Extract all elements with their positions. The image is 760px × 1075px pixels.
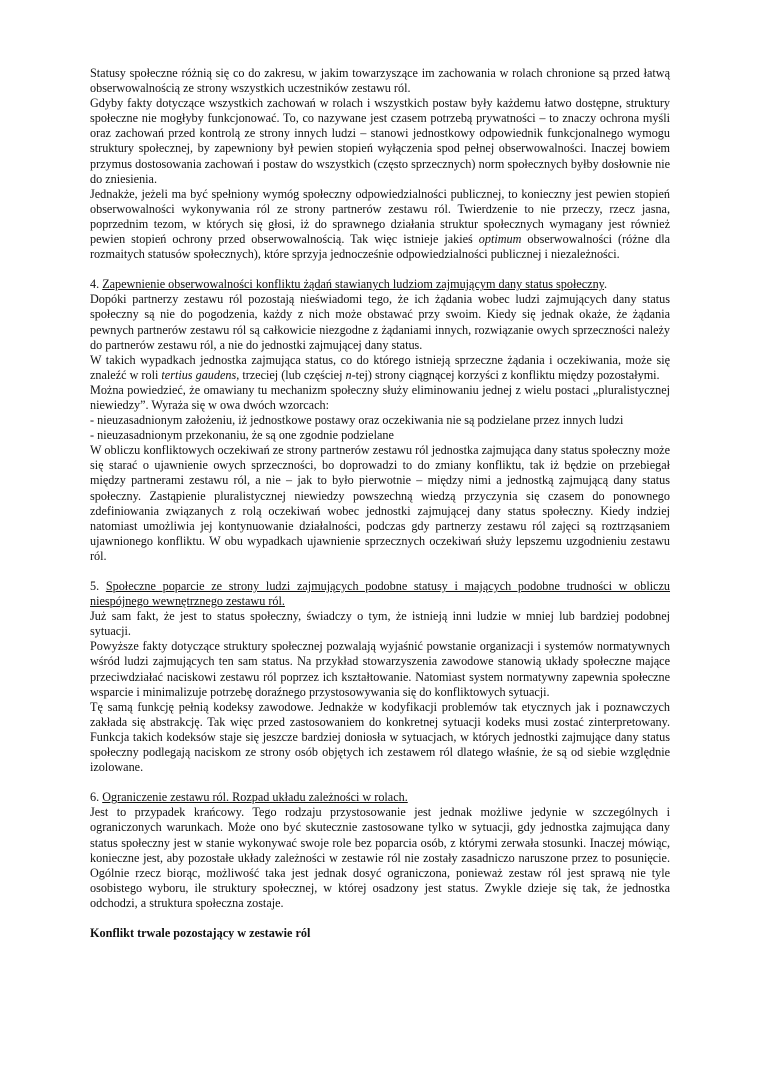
s4-p2-part-c: -tej) strony ciągnącej korzyści z konfliktu między pozostałymi. [351, 367, 660, 382]
section-6-title: Ograniczenie zestawu ról. Rozpad układu zależności w rolach. [102, 790, 408, 805]
section-4-list-item-1: - nieuzasadnionym założeniu, iż jednostkowe postawy oraz oczekiwania nie są podzielane przez innych ludzi [90, 413, 624, 428]
paragraph-optimum [90, 187, 670, 262]
section-5-heading [90, 579, 670, 609]
section-6-paragraph-1: Jest to przypadek krańcowy. Tego rodzaju przystosowanie jest jednak możliwe jedynie w szczególnych i ograniczonych warunkach. Może ono być skutecznie zastosowane tylko w sytuacji, gdy jednostka zajmująca dany status społeczny jest w stanie wykonywać swoje role bez poparcia osób, z którymi zerwała stosunki. Inaczej mówiąc, konieczne jest, aby pozostałe układy zależności w zestawie ról nie zostały zasadniczo naruszone przez to posunięcie. Ogólnie rzecz biorąc, możliwość taka jest jednak dosyć ograniczona, ponieważ zestaw ról jest sprawą nie tyle osobistego wyboru, ile struktury społecznej, w której osadzony jest status. Zwykle dzieje się tak, że jednostka odchodzi, a struktura społeczna zostaje. [90, 805, 670, 910]
final-heading: Konflikt trwale pozostający w zestawie ról [90, 925, 311, 940]
section-5-number: 5. [90, 579, 106, 593]
section-4-number: 4. [90, 277, 103, 292]
section-4-heading: 4. Zapewnienie obserwowalności konfliktu żądań stawianych ludziom zajmującym dany status społeczny. [90, 277, 608, 292]
section-5-title: Społeczne poparcie ze strony ludzi zajmujących podobne statusy i mających podobne trudności w obliczu niespójnego wewnętrznego zestawu ról. [90, 579, 671, 609]
s4-p2-part-a: W takich wypadkach jednostka zajmująca status, co do którego istnieją sprzeczne żądania i oczekiwania, może się znaleźć w roli [90, 352, 670, 382]
section-4-paragraph-1: Dopóki partnerzy zestawu ról pozostają nieświadomi tego, że ich żądania wobec ludzi zajmujących dany status społeczny są nie do pogodzenia, każdy z nich może obstawać przy swoim. Kiedy się jednak okaże, że żądania pewnych partnerów zestawu ról są całkowicie niezgodne z żądaniami innych, rozwiązanie owych sprzeczności należy do partnerów zestawu ról, a nie do jednostki zajmującej dany status. [90, 292, 670, 352]
paragraph-intro-1: Statusy społeczne różnią się co do zakresu, w jakim towarzyszące im zachowania w rolach chronione są przed łatwą obserwowalnością ze strony wszystkich uczestników zestawu ról. [90, 66, 670, 96]
section-4-title: Zapewnienie obserwowalności konfliktu żądań stawianych ludziom zajmującym dany status społeczny [102, 277, 604, 292]
paragraph-optimum-part-a: Jednakże, jeżeli ma być spełniony wymóg społeczny odpowiedzialności publicznej, to konieczny jest pewien stopień obserwowalności wykonywania ról ze strony partnerów zestawu ról. Twierdzenie to nie przeczy, rzecz jasna, poprzednim tezom, w których się głosi, iż do sprawnego działania struktur społecznych wymagany jest również pewien stopień ochrony przed obserwowalnością. Tak więc istnieje jakieś [90, 186, 670, 247]
document-page [90, 66, 670, 941]
optimum-term: optimum [478, 232, 522, 247]
section-4-paragraph-2 [90, 353, 670, 383]
section-4-paragraph-3: Można powiedzieć, że omawiany tu mechanizm społeczny służy eliminowaniu jednej z wielu postaci „pluralistycznej niewiedzy”. Wyraża się w owa dwóch wzorcach: [90, 382, 670, 412]
section-6-number: 6. [90, 790, 103, 805]
s4-p2-part-b: , trzeciej (lub częściej [236, 367, 346, 382]
section-4-paragraph-6: W obliczu konfliktowych oczekiwań ze strony partnerów zestawu ról jednostka zajmująca dany status społeczny może się starać o ujawnienie owych sprzeczności, bo doprowadzi to do zmiany konfliktu, tak iż będzie on przebiegał między partnerami zestawu ról, a nie – jak to było pierwotnie – między nimi a jednostką zajmującą dany status społeczny. Zastąpienie pluralistycznej niewiedzy powszechną wiedzą przyczynia się czasem do ponownego zdefiniowania związanych z rolą oczekiwań wobec jednostki zajmującej dany status społeczny. Kiedy indziej natomiast umożliwia jej kontynuowanie działalności, podczas gdy partnerzy zestawu ról zajęci są roztrząsaniem ujawnionego konfliktu. W obu wypadkach ujawnienie sprzecznych oczekiwań służy lepszemu uzgodnieniu zestawu ról. [90, 443, 670, 563]
n-term: n [345, 367, 352, 382]
section-5-paragraph-2: Powyższe fakty dotyczące struktury społecznej pozwalają wyjaśnić powstanie organizacji i systemów normatywnych wśród ludzi zajmujących ten sam status. Na przykład stowarzyszenia zawodowe stanowią układy społeczne mające przeciwdziałać naciskowi zestawu ról poprzez ich kształtowanie. Natomiast system normatywny zapewnia społeczne wsparcie i minimalizuje potrzebę doraźnego przystosowywania się do konfliktowych sytuacji. [90, 639, 670, 699]
paragraph-optimum-part-b: obserwowalności (różne dla rozmaitych statusów społecznych), które sprzyja jednocześnie odpowiedzialności publicznej i niezależności. [90, 232, 670, 262]
section-5-paragraph-1: Już sam fakt, że jest to status społeczny, świadczy o tym, że istnieją inni ludzie w mniej lub bardziej podobnej sytuacji. [90, 609, 670, 639]
section-6-heading [90, 790, 670, 805]
paragraph-intro-2: Gdyby fakty dotyczące wszystkich zachowań w rolach i wszystkich postaw były każdemu łatwo dostępne, struktury społeczne nie mogłyby funkcjonować. To, co nazywane jest czasem potrzebą prywatności – to znaczy ochrona myśli oraz zachowań przed kontrolą ze strony innych ludzi – stanowi jednostkowy odpowiednik funkcjonalnego wymogu struktury społecznej, by zapewniony był pewien stopień wyłączenia spod pełnej obserwowalności. Inaczej bowiem przymus dostosowania zachowań i postaw do wszystkich (często sprzecznych) norm społecznych byłby dosłownie nie do zniesienia. [90, 96, 670, 186]
section-4-list-item-2: - nieuzasadnionym przekonaniu, że są one zgodnie podzielane [90, 428, 394, 443]
tertius-gaudens-term: tertius gaudens [161, 367, 237, 382]
section-5-paragraph-3: Tę samą funkcję pełnią kodeksy zawodowe. Jednakże w kodyfikacji problemów tak etycznych jak i poznawczych zakłada się abstrakcję. Tak więc przed zastosowaniem do konkretnej sytuacji kodeks musi zostać zinterpretowany. Funkcja takich kodeksów staje się jeszcze bardziej doniosła w sytuacjach, w których jednostki zajmujące dany status społeczny podlegają naciskom ze strony osób objętych ich zestawem ról dlatego właśnie, że są od siebie względnie izolowane. [90, 699, 670, 775]
